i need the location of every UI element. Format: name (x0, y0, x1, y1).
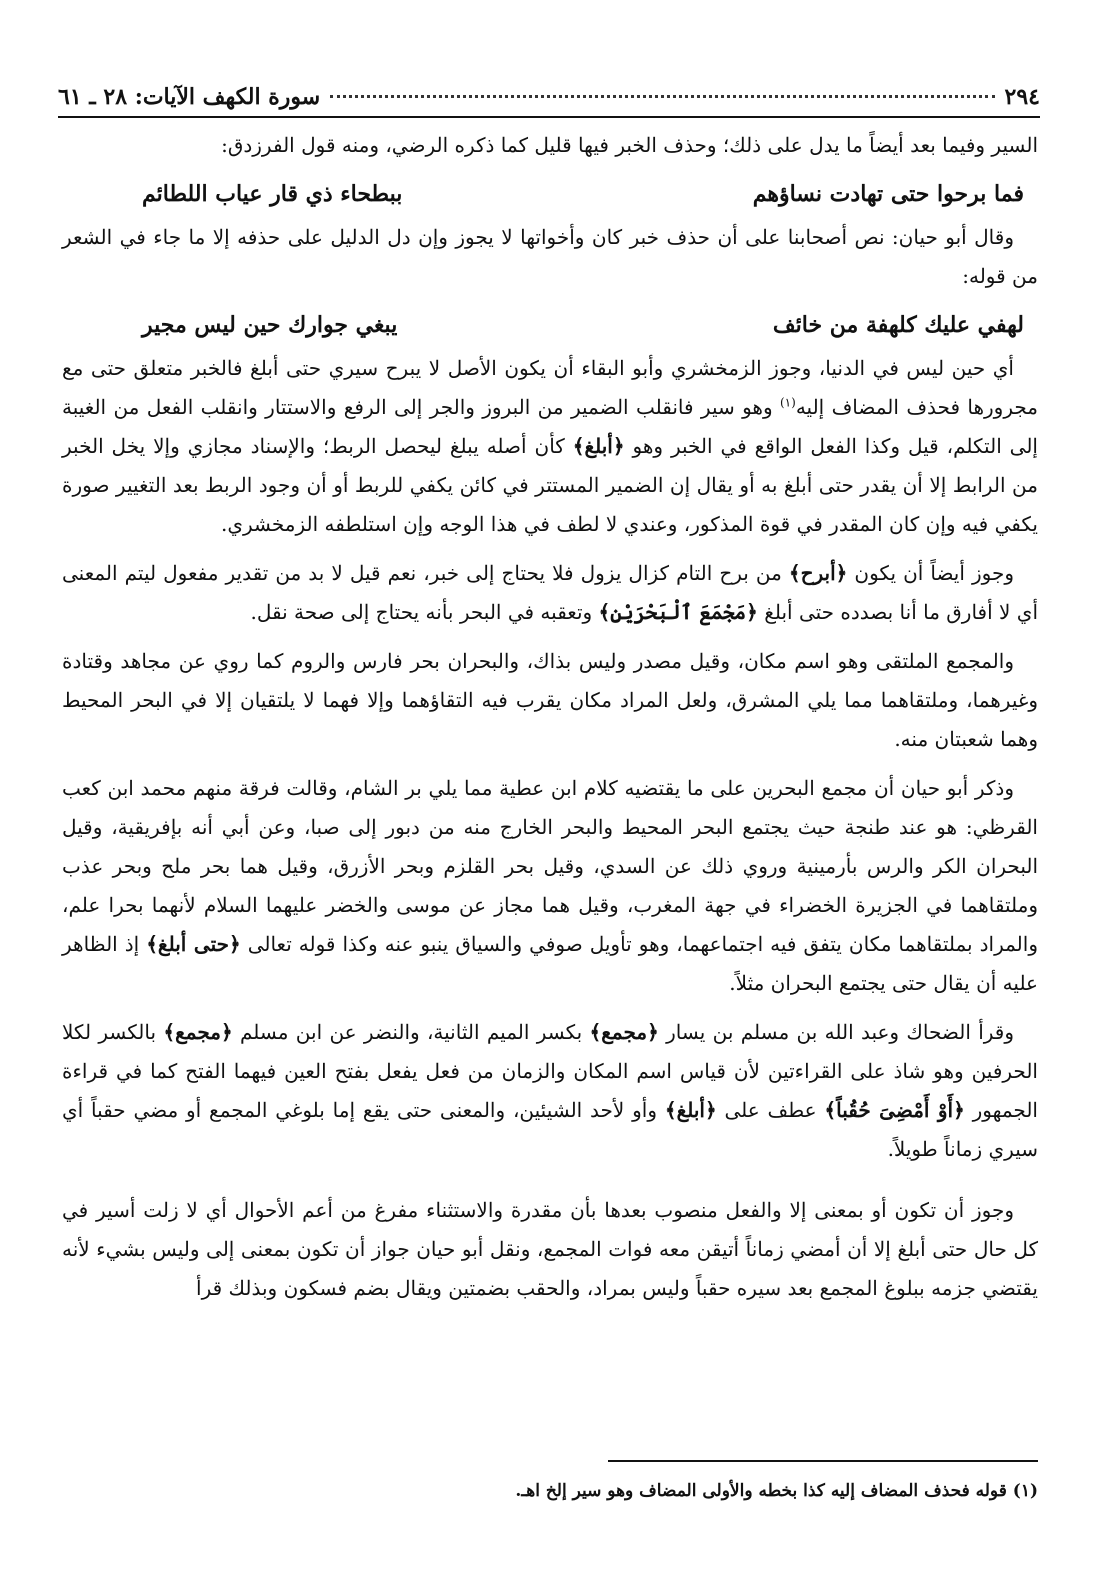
paragraph (62, 769, 1038, 1003)
text-run: وجوز أيضاً أن يكون (847, 561, 1014, 585)
verse-hemistich-second: ببطحاء ذي قار عياب اللطائم (142, 181, 403, 207)
surah-title: سورة الكهف الآيات: ٢٨ ـ ٦١ (58, 84, 321, 110)
verse-hemistich-second: يبغي جوارك حين ليس مجير (142, 312, 398, 338)
paragraph (62, 1013, 1038, 1169)
footnote (62, 1476, 1038, 1506)
paragraph: وقال أبو حيان: نص أصحابنا على أن حذف خبر كان وأخواتها لا يجوز وإن دل الدليل على حذفه إلا ما جاء في الشعر من قوله: (62, 225, 1038, 288)
quran-quote: ﴿أَوْ أَمْضِىَ حُقُباً﴾ (824, 1098, 965, 1122)
quran-quote: ﴿أبلغ﴾ (572, 434, 625, 458)
footnote-text: قوله فحذف المضاف إليه كذا بخطه والأولى المضاف وهو سير إلخ اهـ. (515, 1481, 1007, 1501)
header-rule (58, 116, 1040, 118)
main-text (62, 126, 1038, 1318)
paragraph: وجوز أن تكون أو بمعنى إلا والفعل منصوب بعدها بأن مقدرة والاستثناء مفرغ من أعم الأحوال أي لا زلت أسير في كل حال حتى أبلغ إلا أن أمضي زماناً أتيقن معه فوات المجمع، ونقل أبو حيان جواز أن تكون بمعنى إلى وليس بشيء لأنه يقتضي جزمه ببلوغ المجمع بعد سيره حقباً وليس بمراد، والحقب بضمتين ويقال بضم فسكون وبذلك قرأ (62, 1198, 1038, 1300)
poetry-verse (142, 306, 1024, 345)
quran-quote: ﴿أبلغ﴾ (664, 1098, 717, 1122)
footnote-number: (١) (1012, 1481, 1038, 1501)
quran-quote: ﴿حتى أبلغ﴾ (146, 932, 241, 956)
footnote-reference: (١) (779, 395, 796, 410)
paragraph (62, 554, 1038, 632)
text-run: وتعقبه في البحر بأنه يحتاج إلى صحة نقل. (250, 600, 599, 624)
verse-hemistich-first: لهفي عليك كلهفة من خائف (772, 312, 1024, 338)
page-number: ٢٩٤ (1004, 84, 1040, 110)
text-run: إذ الظاهر عليه أن يقال حتى يجتمع البحران مثلاً. (62, 932, 1038, 995)
quran-quote: ﴿مجمع﴾ (163, 1020, 233, 1044)
text-run: عطف على (716, 1098, 825, 1122)
text-run: كأن أصله يبلغ ليحصل الربط؛ والإسناد مجازي وإلا يخل الخبر من الرابط إلا أن يقدر حتى أبلغ به أو يقال إن الضمير المستتر في كائن يكفي للربط أو أن وجود الربط بعد التغيير صورة يكفي فيه وإن كان المقدر في قوة المذكور، وعندي لا لطف في هذا الوجه وإن استلطفه الزمخشري. (62, 434, 1038, 536)
header-leader-dots (330, 95, 994, 98)
text-run: وقرأ الضحاك وعبد الله بن مسلم بن يسار (658, 1020, 1015, 1044)
spacer (62, 1179, 1038, 1191)
paragraph: والمجمع الملتقى وهو اسم مكان، وقيل مصدر وليس بذاك، والبحران بحر فارس والروم كما روي عن مجاهد وقتادة وغيرهما، وملتقاهما مما يلي المشرق، ولعل المراد مكان يقرب فيه التقاؤهما وإلا فهما لا يلتقيان إلا في البحر المحيط وهما شعبتان منه. (62, 649, 1038, 751)
text-run: بالكسر لكلا الحرفين وهو شاذ على القراءتين لأن قياس اسم المكان والزمان من فعل يفعل بفتح العين فيهما الفتح كما في قراءة الجمهور (62, 1020, 1038, 1122)
paragraph (62, 349, 1038, 544)
quran-quote: ﴿مجمع﴾ (589, 1020, 659, 1044)
text-run: بكسر الميم الثانية، والنضر عن ابن مسلم (232, 1020, 590, 1044)
quran-quote: ﴿مَجْمَعَ ٱلْبَحْرَيْنِ﴾ (598, 600, 758, 624)
poetry-verse (142, 175, 1024, 214)
paragraph: السير وفيما بعد أيضاً ما يدل على ذلك؛ وحذف الخبر فيها قليل كما ذكره الرضي، ومنه قول الفرزدق: (221, 133, 1038, 157)
text-run: من برح التام كزال يزول فلا يحتاج إلى خبر، نعم قيل لا بد من تقدير مفعول ليتم المعنى أي لا أفارق ما أنا بصدده حتى أبلغ (62, 561, 1038, 624)
footnote-rule (608, 1460, 1038, 1462)
verse-hemistich-first: فما برحوا حتى تهادت نساؤهم (752, 181, 1024, 207)
running-header (58, 84, 1040, 116)
text-run: وأو لأحد الشيئين، والمعنى حتى يقع إما بلوغي المجمع أو مضي حقباً أي سيري زماناً طويلاً. (62, 1098, 1038, 1161)
text-run: وذكر أبو حيان أن مجمع البحرين على ما يقتضيه كلام ابن عطية مما يلي بر الشام، وقالت فرقة منهم محمد ابن كعب القرظي: هو عند طنجة حيث يجتمع البحر المحيط والبحر الخارج منه من دبور إلى صبا، وعن أبي أنه بإفريقية، وقيل البحران الكر والرس بأرمينية وروي ذلك عن السدي، وقيل بحر القلزم وبحر الأزرق، وقيل هما بحر ملح وبحر عذب وملتقاهما في الجزيرة الخضراء في جهة المغرب، وقيل هما مجاز عن موسى والخضر عليهما السلام لأنهما بحرا علم، والمراد بملتقاهما مكان يتفق فيه اجتماعهما، وهو تأويل صوفي والسياق ينبو عنه وكذا قوله تعالى (62, 776, 1039, 956)
quran-quote: ﴿أبرح﴾ (788, 561, 848, 585)
text-run: وهو سير فانقلب الضمير من البروز والجر إلى الرفع والاستتار وانقلب الفعل من الغيبة إلى التكلم، قيل وكذا الفعل الواقع في الخبر وهو (62, 395, 1038, 458)
text-run: أي حين ليس في الدنيا، وجوز الزمخشري وأبو البقاء أن يكون الأصل لا يبرح سيري حتى أبلغ فالخبر متعلق حتى مع مجرورها فحذف المضاف إليه (62, 356, 1038, 419)
